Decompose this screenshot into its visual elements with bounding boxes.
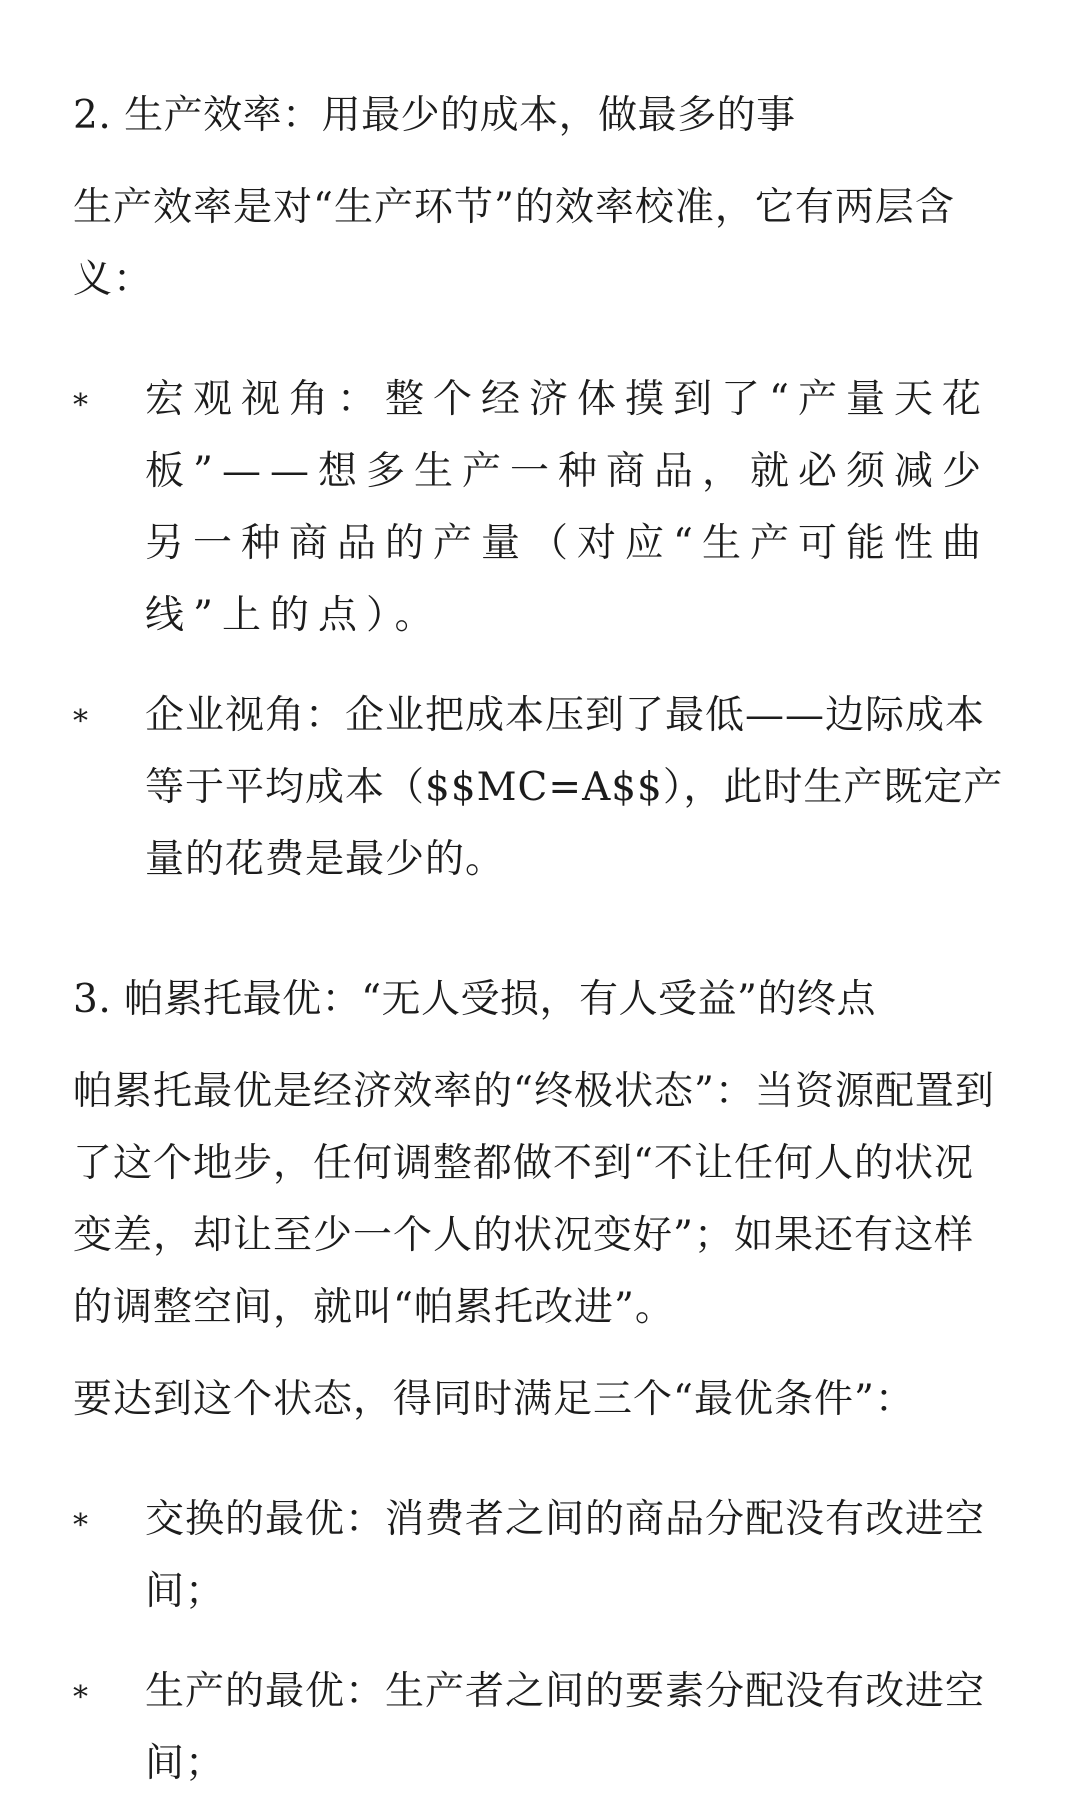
bullet-marker: * [73, 1508, 89, 1543]
section-3-heading: 3. 帕累托最优：“无人受损，有人受益”的终点 [73, 977, 876, 1022]
list-item [73, 1656, 1010, 1800]
spacer [73, 1036, 1010, 1056]
spacer [73, 652, 1010, 680]
section-3-bullet-list [73, 1484, 1010, 1800]
section-3-paragraph-2: 要达到这个状态，得同时满足三个“最优条件”： [73, 1377, 915, 1422]
list-item [73, 364, 1010, 652]
section-3-paragraph-1: 帕累托最优是经济效率的“终极状态”：当资源配置到了这个地步，任何调整都做不到“不让任何人的状况变差，却让至少一个人的状况变好”；如果还有这样的调整空间，就叫“帕累托改进”。 [73, 1069, 995, 1330]
list-item [73, 680, 1010, 896]
spacer [73, 316, 1010, 364]
bullet-text-exchange-optimum: 交换的最优：消费者之间的商品分配没有改进空间； [145, 1497, 986, 1614]
list-item [73, 1484, 1010, 1628]
spacer [73, 1436, 1010, 1484]
bullet-text-firm-view: 企业视角：企业把成本压到了最低——边际成本等于平均成本（$$MC=A$$），此时生产既定产量的花费是最少的。 [145, 693, 1004, 882]
bullet-text-production-optimum: 生产的最优：生产者之间的要素分配没有改进空间； [145, 1669, 986, 1786]
section-2-intro: 生产效率是对“生产环节”的效率校准，它有两层含义： [73, 185, 955, 302]
bullet-marker: * [73, 388, 89, 423]
bullet-marker: * [73, 1680, 89, 1715]
spacer [73, 1628, 1010, 1656]
spacer [73, 152, 1010, 172]
spacer [73, 1344, 1010, 1364]
bullet-text-macro-view: 宏观视角：整个经济体摸到了“产量天花板”——想多生产一种商品，就必须减少另一种商品的产量（对应“生产可能性曲线”上的点）。 [145, 377, 990, 638]
section-2-bullet-list [73, 364, 1010, 896]
bullet-marker: * [73, 704, 89, 739]
section-2-heading: 2. 生产效率：用最少的成本，做最多的事 [73, 93, 796, 138]
spacer [73, 896, 1010, 964]
